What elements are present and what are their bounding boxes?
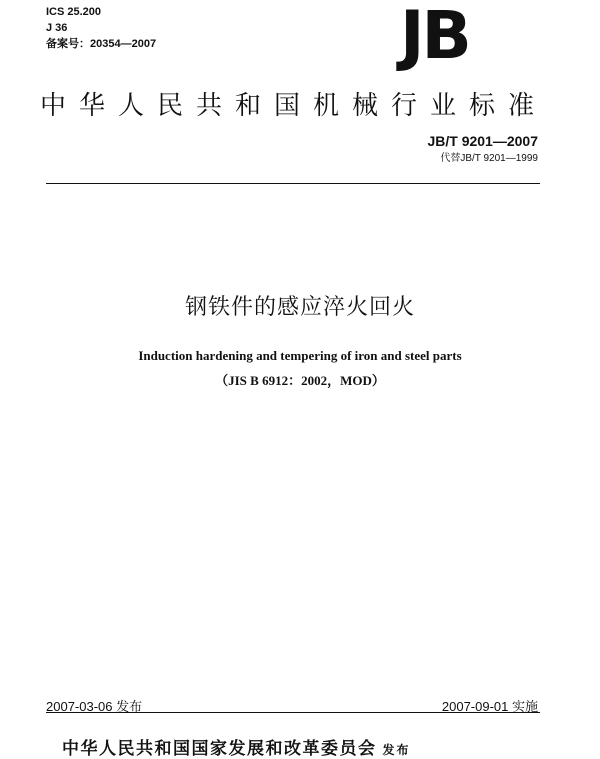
bottom-divider <box>46 712 540 713</box>
category-code: J 36 <box>46 22 68 34</box>
jis-reference: （JIS B 6912：2002，MOD） <box>215 373 385 388</box>
standard-category-title: 中华人民共和国机械行业标准 <box>40 91 548 121</box>
classification-block <box>46 4 156 52</box>
issuer-name: 中华人民共和国国家发展和改革委员会 <box>62 739 377 759</box>
chinese-title: 钢铁件的感应淬火回火 <box>184 295 415 320</box>
english-title: Induction hardening and tempering of iron and steel parts <box>138 348 462 363</box>
jb-logo: JB <box>400 0 469 74</box>
standard-number-block <box>427 132 538 166</box>
filing-number: 备案号：20354—2007 <box>46 38 157 50</box>
replaces-standard: 代替JB/T 9201—1999 <box>440 153 538 164</box>
top-divider <box>46 183 540 184</box>
issuer-line <box>62 734 411 759</box>
standard-number: JB/T 9201—2007 <box>427 133 538 149</box>
publish-date: 2007-03-06 发布 <box>46 699 143 714</box>
implement-date: 2007-09-01 实施 <box>441 699 538 714</box>
ics-code: ICS 25.200 <box>46 6 102 18</box>
issuer-action: 发布 <box>382 743 411 757</box>
